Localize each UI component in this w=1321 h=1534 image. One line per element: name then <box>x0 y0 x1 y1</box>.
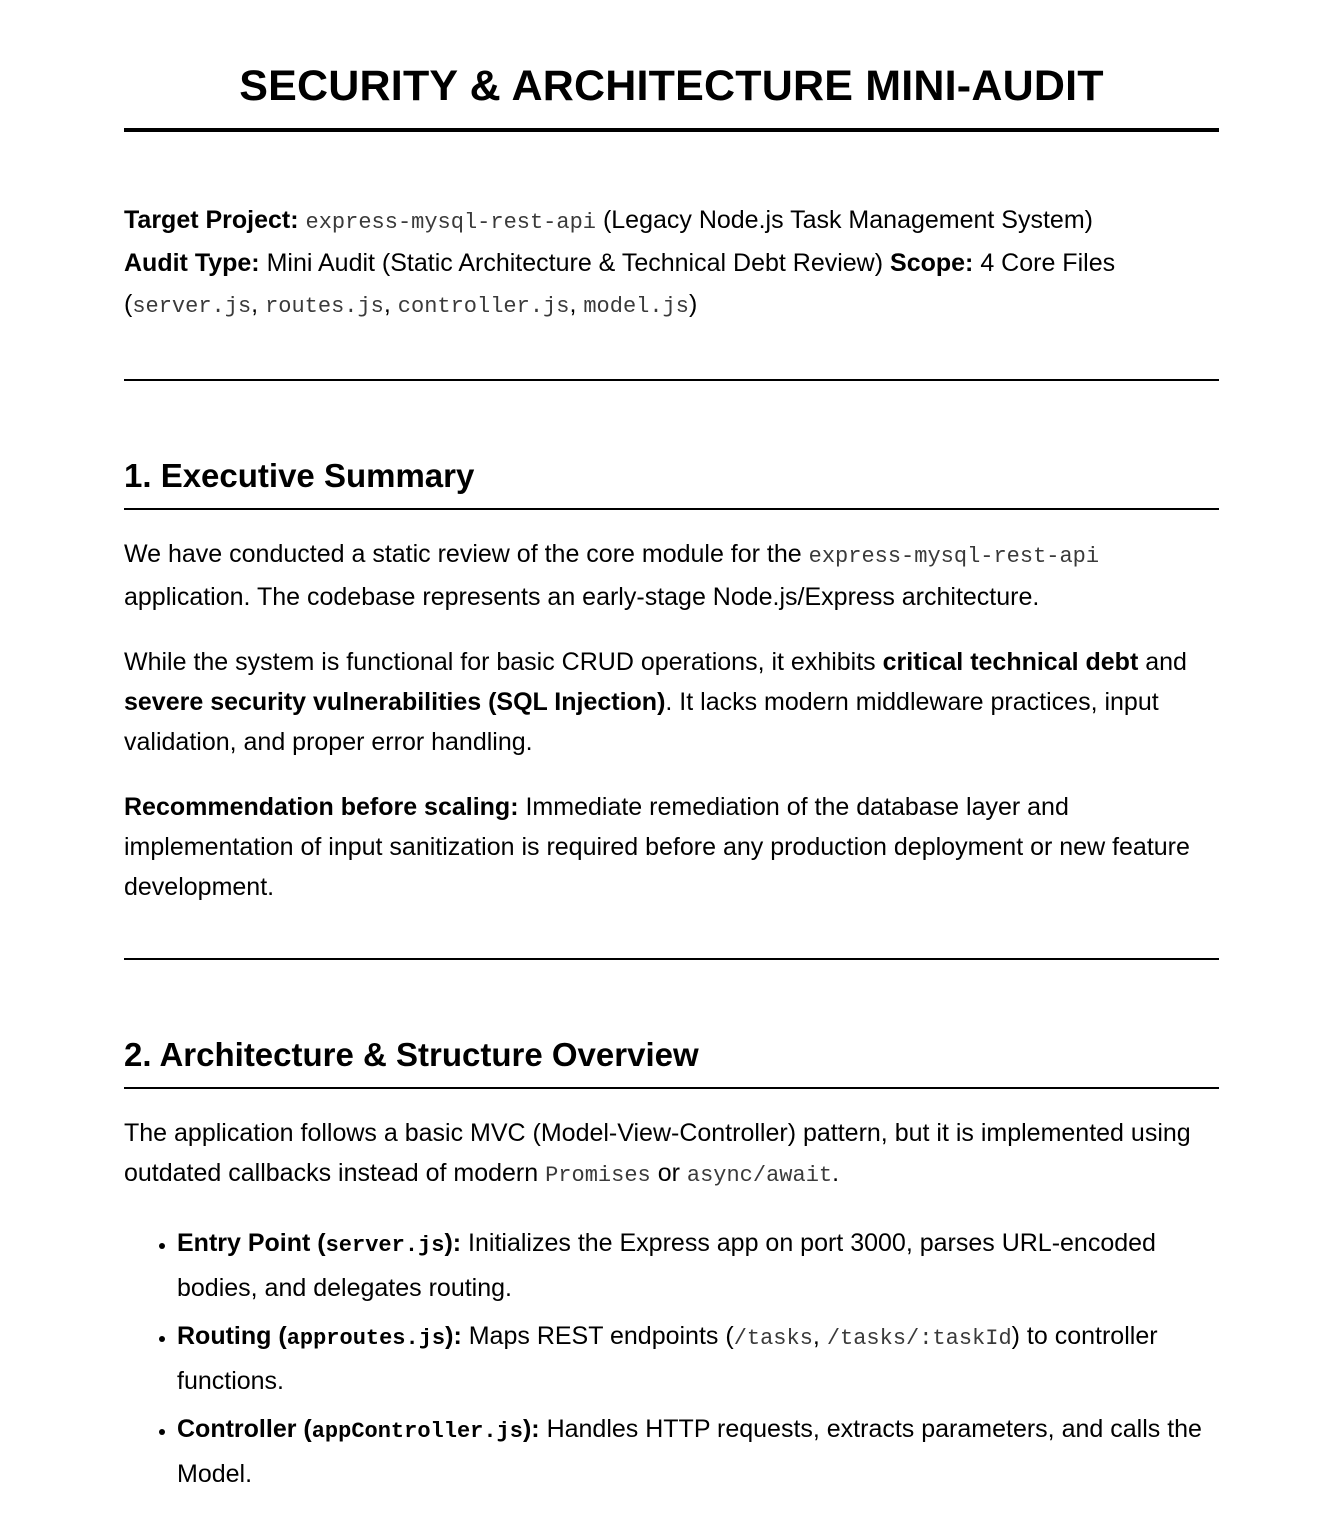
scope-files: (server.js, routes.js, controller.js, model.js) <box>124 290 698 319</box>
scope-file: server.js <box>132 294 252 319</box>
section-heading-executive-summary: 1. Executive Summary <box>124 457 475 494</box>
target-label: Target Project: <box>124 206 299 234</box>
endpoint-code: /tasks <box>733 1326 813 1351</box>
item-text: , <box>812 1322 820 1350</box>
endpoint-code: /tasks/:taskId <box>826 1326 1012 1351</box>
list-item <box>177 1222 1219 1309</box>
audit-meta <box>124 200 1219 327</box>
list-item <box>177 1408 1219 1495</box>
heading-underline <box>124 508 1219 510</box>
intro-text: or <box>657 1159 680 1187</box>
item-label-end: ): <box>445 1322 462 1350</box>
item-text: Handles HTTP requests, extracts parameters, and calls the Model. <box>177 1415 1202 1488</box>
summary-text: and <box>1145 648 1187 676</box>
architecture-list <box>124 1222 1219 1495</box>
list-item <box>177 1315 1219 1402</box>
summary-text: . It lacks modern middleware practices, input validation, and proper error handling. <box>124 688 1159 756</box>
recommendation-label: Recommendation before scaling: <box>124 793 519 821</box>
highlight-sql-injection: severe security vulnerabilities (SQL Injection) <box>124 688 666 716</box>
highlight-technical-debt: critical technical debt <box>882 648 1139 676</box>
section-divider <box>124 379 1219 381</box>
summary-text: We have conducted a static review of the core module for the <box>124 540 802 568</box>
item-label: Routing ( <box>177 1322 287 1350</box>
item-label: Entry Point ( <box>177 1229 326 1257</box>
item-label: Controller ( <box>177 1415 312 1443</box>
item-file-code: approutes.js <box>286 1326 446 1351</box>
intro-text: The application follows a basic MVC (Model-View-Controller) pattern, but it is implemented using outdated callbacks instead of modern <box>124 1119 1191 1187</box>
document-title: SECURITY & ARCHITECTURE MINI-AUDIT <box>239 62 1104 110</box>
scope-file: model.js <box>583 294 689 319</box>
async-await-code: async/await <box>686 1163 833 1188</box>
title-divider <box>124 128 1219 132</box>
target-project-code: express-mysql-rest-api <box>305 210 596 235</box>
scope-file: controller.js <box>397 294 570 319</box>
item-text: ) to controller functions. <box>177 1322 1158 1395</box>
item-label-end: ): <box>522 1415 540 1443</box>
section-divider <box>124 958 1219 960</box>
scope-value: 4 Core Files <box>980 249 1116 277</box>
architecture-intro <box>124 1113 1219 1196</box>
scope-file: routes.js <box>265 294 384 319</box>
summary-paragraph-1 <box>124 534 1219 617</box>
audit-type-value: Mini Audit (Static Architecture & Technical Debt Review) <box>266 249 884 277</box>
summary-text: While the system is functional for basic CRUD operations, it exhibits <box>124 648 876 676</box>
item-label-end: ): <box>444 1229 462 1257</box>
summary-paragraph-3 <box>124 787 1219 907</box>
item-file-code: appController.js <box>311 1419 523 1444</box>
section-heading-architecture: 2. Architecture & Structure Overview <box>124 1036 699 1073</box>
target-description: (Legacy Node.js Task Management System) <box>602 206 1093 234</box>
summary-paragraph-2 <box>124 642 1219 762</box>
item-text: Initializes the Express app on port 3000, parses URL-encoded bodies, and delegates routing. <box>177 1229 1156 1302</box>
promises-code: Promises <box>545 1163 651 1188</box>
scope-label: Scope: <box>890 249 974 277</box>
recommendation-text: Immediate remediation of the database layer and implementation of input sanitization is required before any production deployment or new feature development. <box>124 793 1190 901</box>
intro-text: . <box>832 1159 840 1187</box>
item-text: Maps REST endpoints ( <box>468 1322 734 1350</box>
project-code: express-mysql-rest-api <box>808 544 1100 569</box>
summary-text: application. The codebase represents an early-stage Node.js/Express architecture. <box>124 583 1040 611</box>
audit-type-label: Audit Type: <box>124 249 260 277</box>
heading-underline <box>124 1087 1219 1089</box>
item-file-code: server.js <box>325 1233 445 1258</box>
